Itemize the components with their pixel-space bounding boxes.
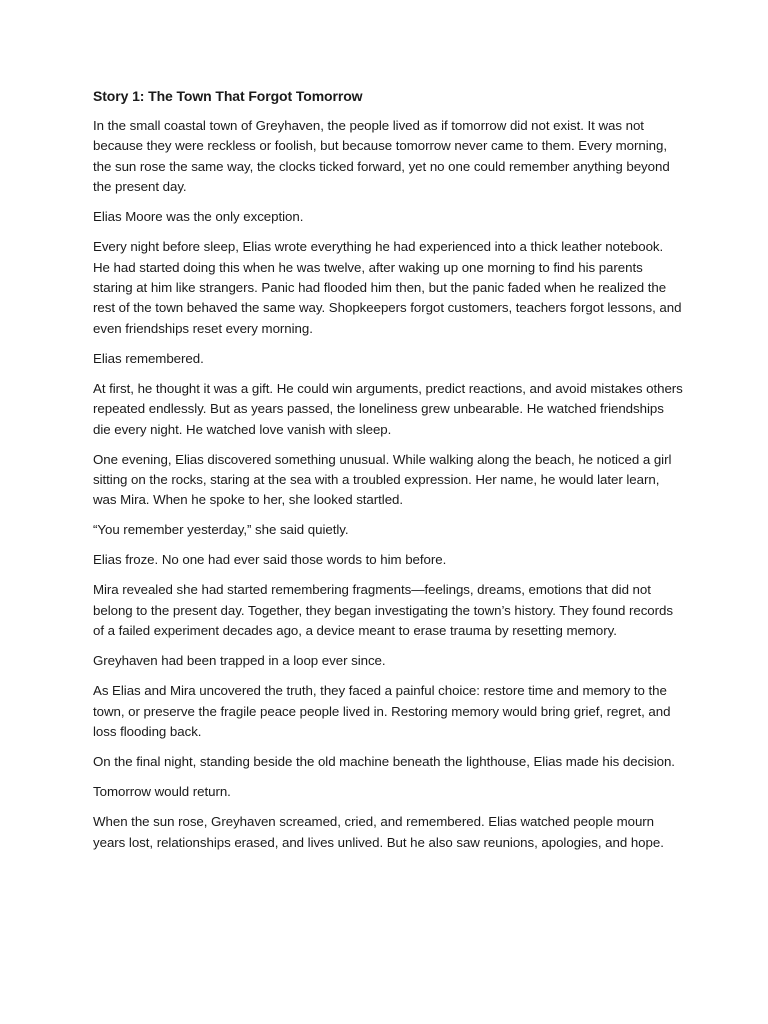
paragraph: In the small coastal town of Greyhaven, the people lived as if tomorrow did not exist. It was not because they were reckless or foolish, but because tomorrow never came to them. Every morning, the sun rose the same way, the clocks ticked forward, yet no one could remember anything beyond the present day. [93,118,670,195]
paragraph: Elias Moore was the only exception. [93,209,304,225]
paragraph: When the sun rose, Greyhaven screamed, cried, and remembered. Elias watched people mourn years lost, relationships erased, and lives unlived. But he also saw reunions, apologies, and hope. [93,814,664,850]
paragraph: Elias remembered. [93,350,204,366]
story-title: Story 1: The Town That Forgot Tomorrow [93,88,363,104]
paragraph: As Elias and Mira uncovered the truth, they faced a painful choice: restore time and memory to the town, or preserve the fragile peace people lived in. Restoring memory would bring grief, regret, and loss flooding back. [93,683,671,740]
paragraph: Elias froze. No one had ever said those words to him before. [93,552,447,568]
paragraph: At first, he thought it was a gift. He could win arguments, predict reactions, and avoid mistakes others repeated endlessly. But as years passed, the loneliness grew unbearable. He watched friendships die every night. He watched love vanish with sleep. [93,380,683,437]
paragraph: “You remember yesterday,” she said quietly. [93,522,349,538]
paragraph: Mira revealed she had started remembering fragments—feelings, dreams, emotions that did not belong to the present day. Together, they began investigating the town’s history. They found records of a failed experiment decades ago, a device meant to erase trauma by resetting memory. [93,582,673,639]
paragraph: Tomorrow would return. [93,784,231,800]
paragraph: On the final night, standing beside the old machine beneath the lighthouse, Elias made his decision. [93,754,675,770]
paragraph: One evening, Elias discovered something unusual. While walking along the beach, he noticed a girl sitting on the rocks, staring at the sea with a troubled expression. Her name, he would later learn, was Mira. When he spoke to her, she looked startled. [93,451,672,508]
paragraph: Every night before sleep, Elias wrote everything he had experienced into a thick leather notebook. He had started doing this when he was twelve, after waking up one morning to find his parents staring at him like strangers. Panic had flooded him then, but the panic faded when he realized the rest of the town behaved the same way. Shopkeepers forgot customers, teachers forgot lessons, and even friendships reset every morning. [93,239,682,336]
document-page [93,86,683,863]
paragraph: Greyhaven had been trapped in a loop ever since. [93,653,386,669]
